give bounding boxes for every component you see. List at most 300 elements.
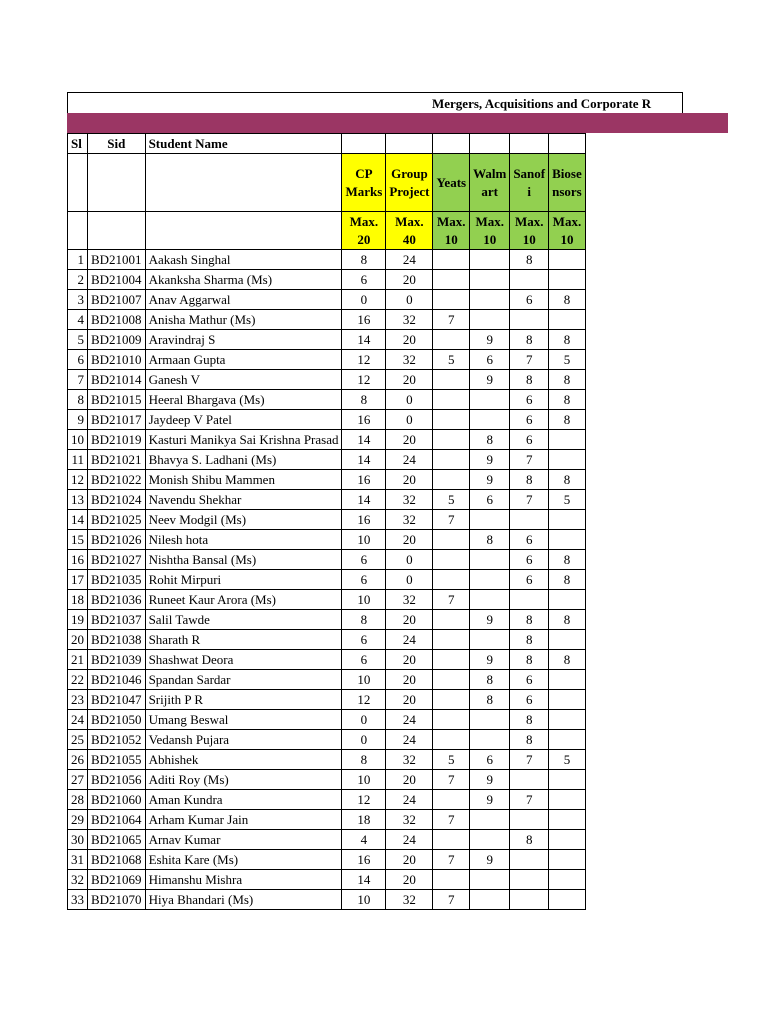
cell-walmart: 9 [470, 850, 510, 870]
cell-walmart [470, 730, 510, 750]
cell-yeats: 7 [433, 510, 470, 530]
header-group-project: Group Project [386, 154, 433, 212]
cell-group-project: 32 [386, 590, 433, 610]
cell-sanofi [510, 590, 549, 610]
cell-sanofi [510, 310, 549, 330]
cell-student-name: Anisha Mathur (Ms) [145, 310, 342, 330]
table-row [68, 510, 586, 530]
cell-sanofi: 6 [510, 550, 549, 570]
cell-group-project: 32 [386, 350, 433, 370]
cell-biosensors [549, 690, 586, 710]
cell-sl: 24 [68, 710, 88, 730]
cell-sl: 2 [68, 270, 88, 290]
cell-walmart [470, 890, 510, 910]
table-row [68, 550, 586, 570]
cell-cp-marks: 10 [342, 530, 386, 550]
cell-biosensors: 5 [549, 350, 586, 370]
cell-sid: BD21060 [88, 790, 146, 810]
cell-group-project: 24 [386, 830, 433, 850]
cell-sl: 17 [68, 570, 88, 590]
cell-sl: 15 [68, 530, 88, 550]
cell-cp-marks: 18 [342, 810, 386, 830]
cell-group-project: 20 [386, 770, 433, 790]
cell-sl: 7 [68, 370, 88, 390]
cell-student-name: Jaydeep V Patel [145, 410, 342, 430]
cell-walmart: 9 [470, 470, 510, 490]
table-row [68, 790, 586, 810]
header-sid: Sid [88, 134, 146, 154]
header-row-2 [68, 154, 586, 212]
cell-cp-marks: 4 [342, 830, 386, 850]
cell-biosensors: 8 [549, 390, 586, 410]
table-row [68, 450, 586, 470]
cell-biosensors [549, 810, 586, 830]
cell-student-name: Runeet Kaur Arora (Ms) [145, 590, 342, 610]
cell-biosensors: 5 [549, 490, 586, 510]
cell-sl: 16 [68, 550, 88, 570]
cell-yeats [433, 430, 470, 450]
header-band [67, 113, 728, 133]
cell-yeats [433, 790, 470, 810]
cell-yeats: 5 [433, 350, 470, 370]
cell-student-name: Aman Kundra [145, 790, 342, 810]
cell-group-project: 24 [386, 710, 433, 730]
cell-cp-marks: 8 [342, 390, 386, 410]
cell-walmart [470, 830, 510, 850]
cell-student-name: Neev Modgil (Ms) [145, 510, 342, 530]
cell-yeats: 7 [433, 850, 470, 870]
cell-cp-marks: 16 [342, 850, 386, 870]
cell-cp-marks: 6 [342, 270, 386, 290]
cell-biosensors [549, 850, 586, 870]
cell-sl: 12 [68, 470, 88, 490]
cell-student-name: Arnav Kumar [145, 830, 342, 850]
cell-biosensors: 5 [549, 750, 586, 770]
cell-group-project: 24 [386, 250, 433, 270]
table-row [68, 890, 586, 910]
cell-student-name: Arham Kumar Jain [145, 810, 342, 830]
cell-yeats: 7 [433, 770, 470, 790]
cell-group-project: 32 [386, 310, 433, 330]
table-row [68, 770, 586, 790]
cell-biosensors: 8 [549, 370, 586, 390]
table-row [68, 330, 586, 350]
cell-biosensors [549, 450, 586, 470]
cell-sanofi: 6 [510, 530, 549, 550]
cell-yeats [433, 650, 470, 670]
cell-student-name: Kasturi Manikya Sai Krishna Prasad [145, 430, 342, 450]
cell-yeats [433, 370, 470, 390]
cell-student-name: Srijith P R [145, 690, 342, 710]
cell-sid: BD21050 [88, 710, 146, 730]
header-empty [510, 134, 549, 154]
cell-group-project: 0 [386, 390, 433, 410]
cell-sanofi: 6 [510, 430, 549, 450]
cell-sanofi [510, 810, 549, 830]
cell-sid: BD21015 [88, 390, 146, 410]
cell-group-project: 20 [386, 530, 433, 550]
cell-biosensors: 8 [549, 330, 586, 350]
table-row [68, 650, 586, 670]
cell-sl: 28 [68, 790, 88, 810]
header-biosensors: Biose nsors [549, 154, 586, 212]
cell-sid: BD21025 [88, 510, 146, 530]
cell-sl: 25 [68, 730, 88, 750]
cell-sid: BD21035 [88, 570, 146, 590]
cell-sanofi [510, 850, 549, 870]
cell-yeats [433, 710, 470, 730]
cell-cp-marks: 10 [342, 770, 386, 790]
cell-sanofi: 7 [510, 490, 549, 510]
title-row [67, 92, 683, 113]
cell-sanofi: 6 [510, 390, 549, 410]
cell-sanofi: 8 [510, 710, 549, 730]
cell-sanofi: 8 [510, 630, 549, 650]
header-empty [88, 212, 146, 250]
cell-sl: 32 [68, 870, 88, 890]
cell-biosensors [549, 510, 586, 530]
table-row [68, 850, 586, 870]
max-group-project: Max. 40 [386, 212, 433, 250]
cell-sanofi: 7 [510, 790, 549, 810]
cell-sanofi: 8 [510, 470, 549, 490]
cell-sid: BD21068 [88, 850, 146, 870]
cell-walmart: 9 [470, 770, 510, 790]
cell-cp-marks: 6 [342, 570, 386, 590]
cell-sanofi: 7 [510, 450, 549, 470]
cell-group-project: 20 [386, 370, 433, 390]
table-row [68, 570, 586, 590]
cell-cp-marks: 8 [342, 250, 386, 270]
cell-yeats [433, 690, 470, 710]
cell-student-name: Navendu Shekhar [145, 490, 342, 510]
cell-student-name: Spandan Sardar [145, 670, 342, 690]
cell-group-project: 24 [386, 790, 433, 810]
cell-sanofi: 6 [510, 410, 549, 430]
cell-sid: BD21047 [88, 690, 146, 710]
cell-cp-marks: 12 [342, 350, 386, 370]
cell-group-project: 32 [386, 890, 433, 910]
cell-yeats [433, 670, 470, 690]
table-row [68, 410, 586, 430]
cell-walmart [470, 390, 510, 410]
cell-walmart [470, 570, 510, 590]
cell-sl: 27 [68, 770, 88, 790]
cell-yeats [433, 630, 470, 650]
cell-yeats: 7 [433, 590, 470, 610]
cell-cp-marks: 16 [342, 510, 386, 530]
cell-student-name: Himanshu Mishra [145, 870, 342, 890]
cell-walmart: 6 [470, 490, 510, 510]
cell-biosensors: 8 [549, 550, 586, 570]
cell-sid: BD21055 [88, 750, 146, 770]
cell-sl: 1 [68, 250, 88, 270]
cell-yeats [433, 550, 470, 570]
cell-cp-marks: 12 [342, 790, 386, 810]
cell-group-project: 32 [386, 490, 433, 510]
cell-sid: BD21056 [88, 770, 146, 790]
cell-biosensors [549, 310, 586, 330]
cell-biosensors [549, 590, 586, 610]
cell-group-project: 20 [386, 610, 433, 630]
cell-group-project: 20 [386, 670, 433, 690]
cell-walmart [470, 250, 510, 270]
cell-biosensors [549, 790, 586, 810]
cell-yeats [433, 250, 470, 270]
cell-sl: 3 [68, 290, 88, 310]
cell-sanofi: 6 [510, 690, 549, 710]
table-row [68, 750, 586, 770]
cell-sanofi [510, 770, 549, 790]
cell-student-name: Umang Beswal [145, 710, 342, 730]
table-row [68, 710, 586, 730]
cell-sanofi [510, 890, 549, 910]
cell-sl: 22 [68, 670, 88, 690]
cell-walmart [470, 270, 510, 290]
header-yeats: Yeats [433, 154, 470, 212]
cell-student-name: Monish Shibu Mammen [145, 470, 342, 490]
table-row [68, 670, 586, 690]
cell-walmart [470, 870, 510, 890]
cell-biosensors: 8 [549, 650, 586, 670]
cell-walmart [470, 410, 510, 430]
cell-biosensors [549, 670, 586, 690]
cell-sid: BD21065 [88, 830, 146, 850]
cell-cp-marks: 16 [342, 410, 386, 430]
header-empty [145, 154, 342, 212]
cell-sl: 19 [68, 610, 88, 630]
header-empty [88, 154, 146, 212]
cell-sid: BD21046 [88, 670, 146, 690]
cell-student-name: Shashwat Deora [145, 650, 342, 670]
cell-walmart: 9 [470, 650, 510, 670]
cell-yeats [433, 610, 470, 630]
cell-group-project: 24 [386, 630, 433, 650]
cell-sl: 10 [68, 430, 88, 450]
cell-yeats [433, 410, 470, 430]
max-yeats: Max. 10 [433, 212, 470, 250]
cell-sl: 9 [68, 410, 88, 430]
cell-sid: BD21010 [88, 350, 146, 370]
cell-sl: 18 [68, 590, 88, 610]
table-row [68, 830, 586, 850]
cell-cp-marks: 14 [342, 330, 386, 350]
cell-group-project: 20 [386, 470, 433, 490]
max-walmart: Max. 10 [470, 212, 510, 250]
cell-sl: 13 [68, 490, 88, 510]
table-row [68, 310, 586, 330]
max-sanofi: Max. 10 [510, 212, 549, 250]
cell-sid: BD21009 [88, 330, 146, 350]
cell-sl: 8 [68, 390, 88, 410]
cell-sl: 31 [68, 850, 88, 870]
header-row-1 [68, 134, 586, 154]
cell-sl: 6 [68, 350, 88, 370]
cell-walmart: 9 [470, 610, 510, 630]
cell-student-name: Sharath R [145, 630, 342, 650]
table-row [68, 490, 586, 510]
cell-cp-marks: 14 [342, 450, 386, 470]
cell-cp-marks: 12 [342, 370, 386, 390]
cell-biosensors: 8 [549, 470, 586, 490]
cell-walmart [470, 550, 510, 570]
cell-group-project: 24 [386, 450, 433, 470]
cell-walmart [470, 510, 510, 530]
cell-yeats [433, 330, 470, 350]
cell-biosensors [549, 870, 586, 890]
cell-sl: 23 [68, 690, 88, 710]
cell-sl: 30 [68, 830, 88, 850]
cell-student-name: Nishtha Bansal (Ms) [145, 550, 342, 570]
cell-walmart: 8 [470, 430, 510, 450]
cell-sid: BD21004 [88, 270, 146, 290]
cell-group-project: 24 [386, 730, 433, 750]
cell-walmart: 8 [470, 690, 510, 710]
cell-sanofi: 8 [510, 650, 549, 670]
cell-sid: BD21007 [88, 290, 146, 310]
cell-biosensors [549, 770, 586, 790]
table-row [68, 590, 586, 610]
cell-student-name: Eshita Kare (Ms) [145, 850, 342, 870]
cell-group-project: 20 [386, 690, 433, 710]
cell-sanofi: 8 [510, 370, 549, 390]
cell-walmart: 8 [470, 670, 510, 690]
cell-group-project: 20 [386, 650, 433, 670]
cell-student-name: Bhavya S. Ladhani (Ms) [145, 450, 342, 470]
cell-cp-marks: 16 [342, 470, 386, 490]
cell-walmart [470, 810, 510, 830]
cell-walmart: 9 [470, 450, 510, 470]
header-cp-marks: CP Marks [342, 154, 386, 212]
cell-walmart [470, 590, 510, 610]
cell-student-name: Aravindraj S [145, 330, 342, 350]
max-cp-marks: Max. 20 [342, 212, 386, 250]
table-row [68, 530, 586, 550]
cell-cp-marks: 14 [342, 490, 386, 510]
header-row-max [68, 212, 586, 250]
cell-biosensors: 8 [549, 610, 586, 630]
cell-sl: 11 [68, 450, 88, 470]
cell-student-name: Aakash Singhal [145, 250, 342, 270]
cell-walmart [470, 290, 510, 310]
cell-sid: BD21039 [88, 650, 146, 670]
header-student-name: Student Name [145, 134, 342, 154]
table-row [68, 870, 586, 890]
cell-walmart [470, 310, 510, 330]
cell-group-project: 0 [386, 570, 433, 590]
table-row [68, 350, 586, 370]
cell-biosensors: 8 [549, 290, 586, 310]
cell-group-project: 0 [386, 410, 433, 430]
cell-walmart: 9 [470, 330, 510, 350]
header-empty [68, 212, 88, 250]
table-row [68, 690, 586, 710]
cell-yeats: 7 [433, 310, 470, 330]
cell-sanofi: 6 [510, 570, 549, 590]
cell-cp-marks: 0 [342, 730, 386, 750]
cell-yeats [433, 450, 470, 470]
cell-yeats [433, 530, 470, 550]
table-row [68, 290, 586, 310]
header-empty [145, 212, 342, 250]
header-empty [68, 154, 88, 212]
cell-sanofi: 7 [510, 350, 549, 370]
header-empty [470, 134, 510, 154]
header-empty [342, 134, 386, 154]
cell-sanofi: 7 [510, 750, 549, 770]
cell-sid: BD21069 [88, 870, 146, 890]
cell-biosensors [549, 730, 586, 750]
cell-sanofi: 8 [510, 730, 549, 750]
cell-group-project: 20 [386, 270, 433, 290]
cell-sid: BD21014 [88, 370, 146, 390]
cell-sl: 26 [68, 750, 88, 770]
cell-sl: 21 [68, 650, 88, 670]
cell-yeats: 7 [433, 890, 470, 910]
cell-yeats: 5 [433, 490, 470, 510]
cell-yeats: 5 [433, 750, 470, 770]
max-biosensors: Max. 10 [549, 212, 586, 250]
cell-cp-marks: 16 [342, 310, 386, 330]
cell-sanofi: 6 [510, 670, 549, 690]
table-row [68, 370, 586, 390]
cell-sanofi [510, 270, 549, 290]
cell-sl: 4 [68, 310, 88, 330]
cell-cp-marks: 10 [342, 890, 386, 910]
cell-biosensors [549, 430, 586, 450]
table-row [68, 430, 586, 450]
cell-biosensors [549, 630, 586, 650]
cell-yeats [433, 290, 470, 310]
cell-sid: BD21064 [88, 810, 146, 830]
cell-biosensors [549, 250, 586, 270]
cell-yeats [433, 570, 470, 590]
cell-sid: BD21008 [88, 310, 146, 330]
header-empty [549, 134, 586, 154]
cell-cp-marks: 0 [342, 290, 386, 310]
cell-sid: BD21017 [88, 410, 146, 430]
cell-cp-marks: 6 [342, 650, 386, 670]
cell-cp-marks: 6 [342, 550, 386, 570]
cell-student-name: Hiya Bhandari (Ms) [145, 890, 342, 910]
cell-student-name: Heeral Bhargava (Ms) [145, 390, 342, 410]
cell-sl: 5 [68, 330, 88, 350]
cell-walmart: 6 [470, 750, 510, 770]
cell-sid: BD21021 [88, 450, 146, 470]
cell-sanofi [510, 510, 549, 530]
cell-student-name: Armaan Gupta [145, 350, 342, 370]
cell-sid: BD21001 [88, 250, 146, 270]
cell-biosensors [549, 830, 586, 850]
cell-cp-marks: 0 [342, 710, 386, 730]
header-walmart: Walm art [470, 154, 510, 212]
cell-sid: BD21022 [88, 470, 146, 490]
cell-group-project: 0 [386, 290, 433, 310]
cell-yeats: 7 [433, 810, 470, 830]
table-row [68, 250, 586, 270]
cell-student-name: Anav Aggarwal [145, 290, 342, 310]
cell-sid: BD21019 [88, 430, 146, 450]
cell-student-name: Ganesh V [145, 370, 342, 390]
cell-cp-marks: 12 [342, 690, 386, 710]
cell-yeats [433, 830, 470, 850]
table-row [68, 730, 586, 750]
cell-sanofi: 8 [510, 250, 549, 270]
cell-sid: BD21037 [88, 610, 146, 630]
cell-group-project: 20 [386, 330, 433, 350]
header-sanofi: Sanof i [510, 154, 549, 212]
cell-group-project: 20 [386, 850, 433, 870]
